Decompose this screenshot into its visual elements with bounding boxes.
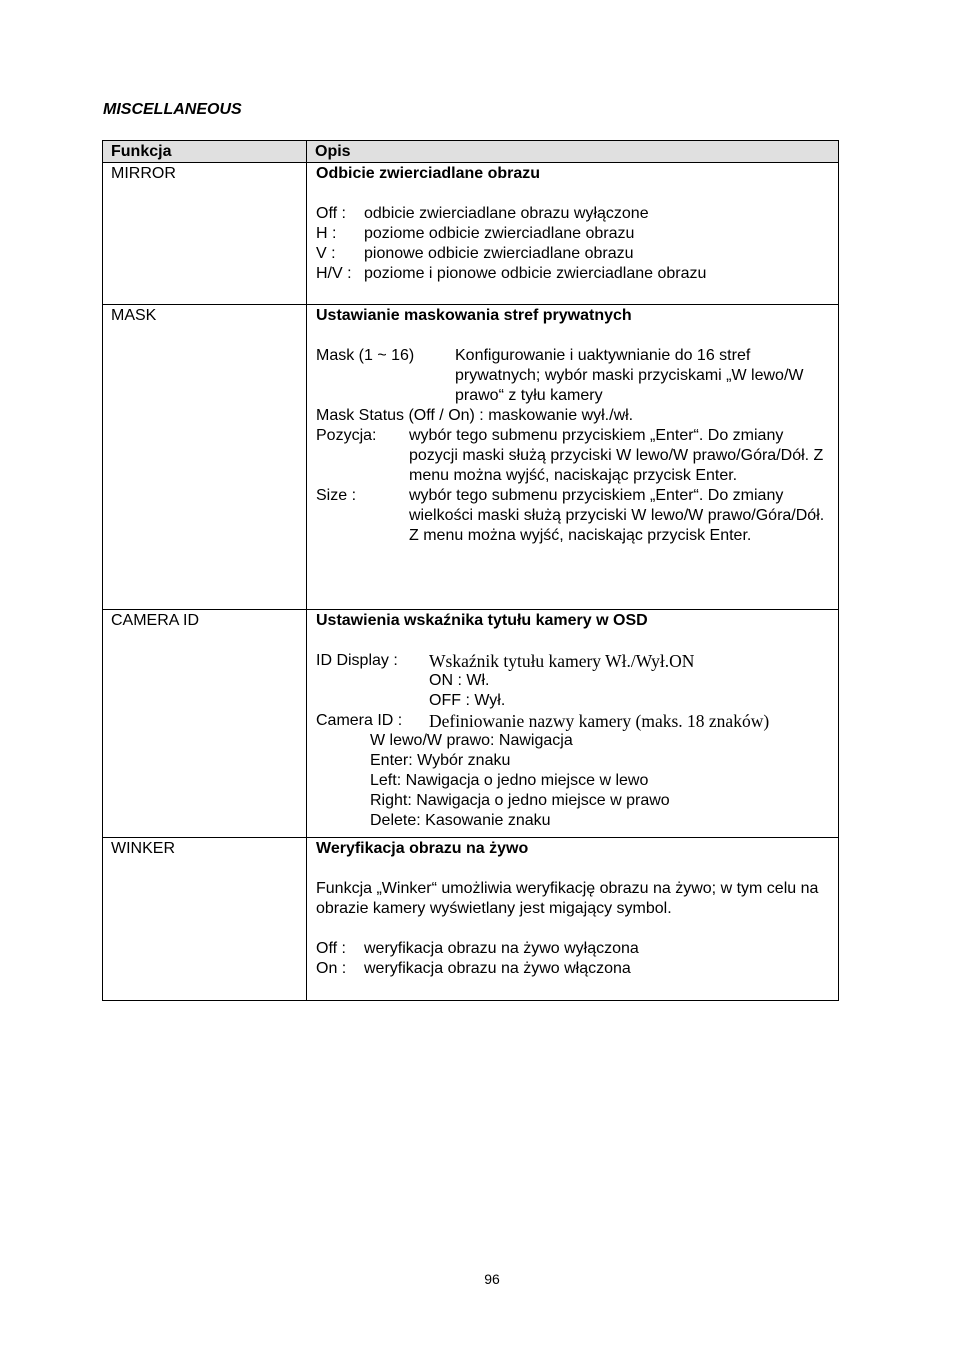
nav-item: Right: Nawigacja o jedno miejsce w prawo xyxy=(370,792,670,809)
id-display: ID Display : Wskaźnik tytułu kamery Wł./Wył.ON xyxy=(316,651,695,671)
function-name-mask: MASK xyxy=(103,305,307,610)
header-funkcja: Funkcja xyxy=(103,141,307,163)
table-row-winker xyxy=(103,838,839,1001)
section-title: MISCELLANEOUS xyxy=(103,101,242,118)
function-name-winker: WINKER xyxy=(103,838,307,1001)
mirror-option: Off : odbicie zwierciadlane obrazu wyłączone xyxy=(316,205,649,222)
winker-option: Off : weryfikacja obrazu na żywo wyłączona xyxy=(316,940,639,957)
camera-id-heading: Ustawienia wskaźnika tytułu kamery w OSD xyxy=(316,612,648,629)
mask-heading: Ustawianie maskowania stref prywatnych xyxy=(316,307,632,324)
description-winker xyxy=(307,838,839,1001)
mirror-option: V : pionowe odbicie zwierciadlane obrazu xyxy=(316,245,634,262)
nav-item: W lewo/W prawo: Nawigacja xyxy=(370,732,573,749)
camera-id-name: Camera ID : Definiowanie nazwy kamery (maks. 18 znaków) xyxy=(316,711,770,731)
function-name-camera-id: CAMERA ID xyxy=(103,610,307,838)
id-display-off: OFF : Wył. xyxy=(429,692,506,709)
winker-description: Funkcja „Winker“ umożliwia weryfikację obrazu na żywo; w tym celu na obrazie kamery wyświetlany jest migający symbol. xyxy=(316,880,819,917)
nav-item: Enter: Wybór znaku xyxy=(370,752,511,769)
header-opis: Opis xyxy=(307,141,839,163)
nav-item: Left: Nawigacja o jedno miejsce w lewo xyxy=(370,772,649,789)
mask-position: Pozycja: wybór tego submenu przyciskiem „Enter“. Do zmiany pozycji maski służą przyciski W lewo/W prawo/Góra/Dół. Z menu można wyjść, naciskając przycisk Enter. xyxy=(316,427,824,484)
description-mirror xyxy=(307,163,839,305)
nav-item: Delete: Kasowanie znaku xyxy=(370,812,551,829)
page-number: 96 xyxy=(484,1271,500,1287)
description-camera-id xyxy=(307,610,839,838)
function-table xyxy=(102,140,839,1001)
winker-option: On : weryfikacja obrazu na żywo włączona xyxy=(316,960,631,977)
id-display-on: ON : Wł. xyxy=(429,672,490,689)
mask-status: Mask Status (Off / On) : maskowanie wył./wł. xyxy=(316,407,634,424)
function-name-mirror: MIRROR xyxy=(103,163,307,305)
mask-range: Mask (1 ~ 16) Konfigurowanie i uaktywnianie do 16 stref prywatnych; wybór maski przyciskami „W lewo/W prawo“ z tyłu kamery xyxy=(316,347,804,404)
winker-heading: Weryfikacja obrazu na żywo xyxy=(316,840,529,857)
mirror-heading: Odbicie zwierciadlane obrazu xyxy=(316,165,541,182)
mirror-option: H : poziome odbicie zwierciadlane obrazu xyxy=(316,225,635,242)
description-mask xyxy=(307,305,839,610)
mask-size: Size : wybór tego submenu przyciskiem „Enter“. Do zmiany wielkości maski służą przyciski W lewo/W prawo/Góra/Dół. Z menu można wyjść, naciskając przycisk Enter. xyxy=(316,487,825,544)
mirror-option: H/V : poziome i pionowe odbicie zwierciadlane obrazu xyxy=(316,265,707,282)
table-row-camera-id xyxy=(103,610,839,838)
table-header-row xyxy=(103,141,839,163)
table-row-mask xyxy=(103,305,839,610)
table-row-mirror xyxy=(103,163,839,305)
